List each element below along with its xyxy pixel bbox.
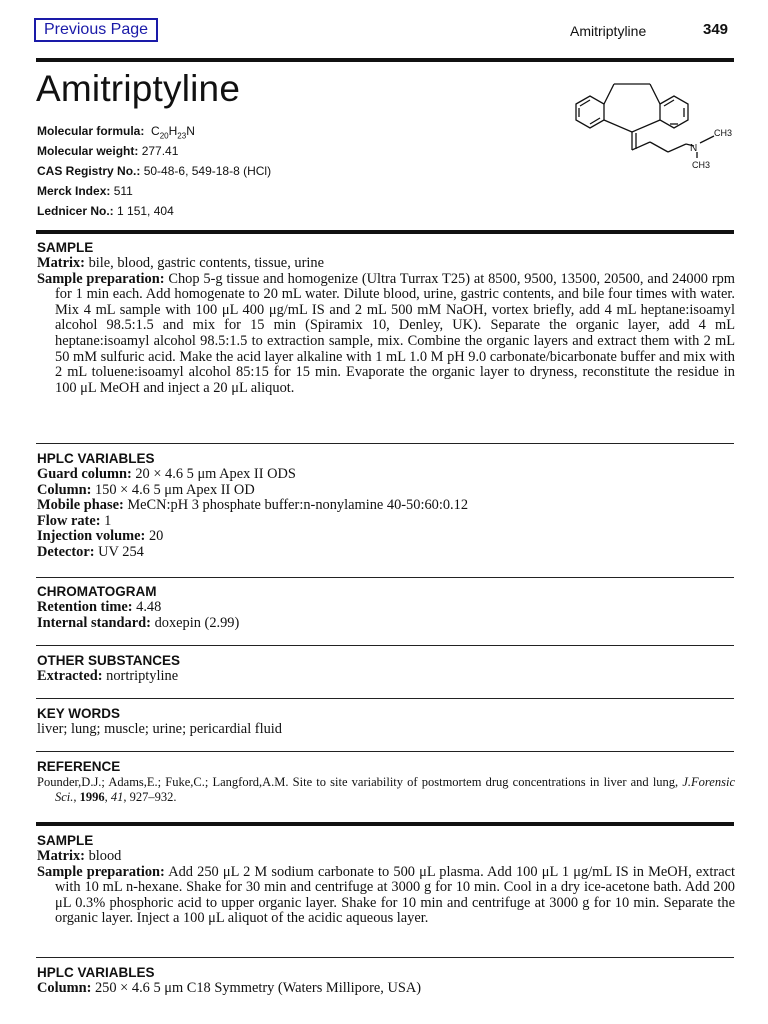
merck-label: Merck Index: [37, 184, 111, 198]
hplc-heading: HPLC VARIABLES [37, 965, 155, 980]
previous-page-button[interactable]: Previous Page [34, 18, 158, 42]
retention-time-line: Retention time: 4.48 [37, 599, 162, 615]
reference-section [37, 759, 735, 805]
hplc-row: Mobile phase: MeCN:pH 3 phosphate buffer:n-nonylamine 40-50:60:0.12 [37, 497, 469, 514]
section-divider [36, 751, 734, 752]
hplc-row: Flow rate: 1 [37, 512, 112, 529]
key-words-heading: KEY WORDS [37, 706, 121, 721]
section-divider [36, 443, 734, 444]
sample-preparation-text: Sample preparation: Chop 5-g tissue and homogenize (Ultra Turrax T25) at 8500, 9500, 13500, 20500, and 24000 rpm for 1 min each. Add homogenate to 20 mL water. Dilute blood, urine, gastric contents, and bile four times with water. Mix 4 mL sample with 100 μL 400 μg/mL IS and 2 mL 500 mM NaOH, vortex briefly, add 4 mL heptane:isoamyl alcohol 98.5:1.5 and mix for 15 min (Spiramix 10, Denley, UK). Separate the organic layer, add 4 mL heptane:isoamyl alcohol 98.5:1.5 to extraction sample, mix. Combine the organic layers and extract them with 2 mL 50 mM sulfuric acid. Make the acid layer alkaline with 1 mL 1.0 M pH 9.0 carbonate/bicarbonate buffer and mix with 2 mL toluene:isoamyl alcohol 85:15 for 15 min. Evaporate the organic layer to dryness, reconstitute the residue in 100 μL MeOH and inject a 20 μL aliquot. [37, 270, 736, 396]
section-divider [36, 645, 734, 646]
page-title: Amitriptyline [36, 68, 241, 109]
structure-methyl-bottom-label: CH3 [692, 160, 711, 170]
hplc-heading: HPLC VARIABLES [37, 451, 155, 466]
matrix-line: Matrix: blood [37, 848, 122, 864]
hplc-row: Column: 150 × 4.6 5 μm Apex II OD [37, 481, 255, 498]
hplc-row: Detector: UV 254 [37, 543, 144, 560]
extracted-line: Extracted: nortriptyline [37, 668, 179, 684]
lednicer-label: Lednicer No.: [37, 204, 114, 218]
reference-heading: REFERENCE [37, 759, 121, 774]
chromatogram-heading: CHROMATOGRAM [37, 584, 157, 599]
mw-row [37, 141, 271, 161]
section-rule-thick [36, 230, 734, 234]
sample-heading: SAMPLE [37, 240, 94, 255]
cas-value: 50-48-6, 549-18-8 (HCl) [143, 164, 272, 178]
hplc-row: Injection volume: 20 [37, 528, 164, 545]
other-substances-section [37, 653, 735, 685]
cas-label: CAS Registry No.: [37, 164, 141, 178]
chemical-structure-diagram [562, 70, 742, 180]
header-rule [36, 58, 734, 62]
sample-section [37, 240, 735, 396]
section-rule-thick [36, 822, 734, 826]
section-divider [36, 698, 734, 699]
chromatogram-section [37, 584, 735, 631]
hplc-row: Column: 250 × 4.6 5 μm C18 Symmetry (Waters Millipore, USA) [37, 980, 422, 996]
hplc-variables-section-2 [37, 965, 735, 997]
page-number: 349 [703, 21, 729, 38]
section-divider [36, 577, 734, 578]
formula-value: $C_{20}H_{23}N$ [151, 124, 195, 141]
structure-methyl-top-label: CH3 [714, 128, 733, 138]
merck-row [37, 181, 271, 201]
hplc-variables-section [37, 451, 735, 561]
cas-row [37, 161, 271, 181]
lednicer-value: 1 151, 404 [117, 204, 174, 218]
key-words-text: liver; lung; muscle; urine; pericardial fluid [37, 721, 282, 737]
merck-value: 511 [113, 184, 133, 198]
lednicer-row [37, 201, 271, 221]
reference-citation: Pounder,D.J.; Adams,E.; Fuke,C.; Langford,A.M. Site to site variability of postmortem drug concentrations in liver and lung, J.Forensic Sci., 1996, 41, 927–932. [37, 775, 735, 804]
mw-value: 277.41 [141, 144, 179, 158]
formula-row [37, 121, 271, 141]
running-title: Amitriptyline [570, 23, 647, 39]
sample-heading: SAMPLE [37, 833, 94, 848]
mw-label: Molecular weight: [37, 144, 139, 158]
structure-nitrogen-label: N [690, 143, 698, 154]
formula-label: Molecular formula: [37, 124, 145, 138]
internal-standard-line: Internal standard: doxepin (2.99) [37, 614, 240, 631]
key-words-section [37, 706, 735, 738]
sample-preparation-text: Sample preparation: Add 250 μL 2 M sodium carbonate to 500 μL plasma. Add 100 μL 1 μg/mL IS in MeOH, extract with 10 mL n-hexane. Shake for 30 min and centrifuge at 3000 g for 10 min. Cool in a dry ice-acetone bath. Add 200 μL 0.3% phosphoric acid to upper organic layer. Shake for 10 min and centrifuge at 3000 g for 10 min. Separate the organic layer. Inject a 100 μL aliquot of the acidic aqueous layer. [37, 863, 735, 927]
sample-section-2 [37, 833, 735, 927]
hplc-row: Guard column: 20 × 4.6 5 μm Apex II ODS [37, 466, 296, 482]
matrix-line: Matrix: bile, blood, gastric contents, tissue, urine [37, 255, 324, 271]
other-substances-heading: OTHER SUBSTANCES [37, 653, 181, 668]
compound-metadata [37, 121, 271, 221]
section-divider [36, 957, 734, 958]
